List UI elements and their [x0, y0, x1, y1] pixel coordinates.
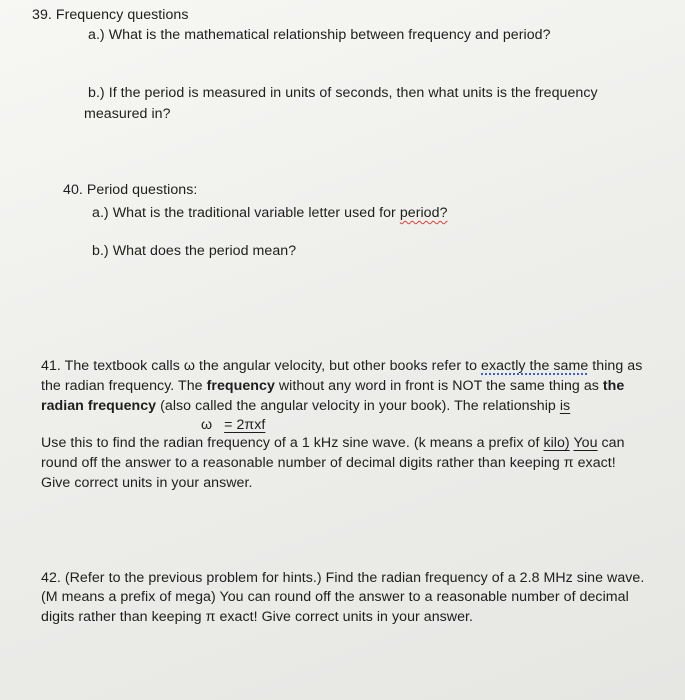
q41-equation-rhs: = 2πxf — [224, 417, 266, 433]
q40-part-b: b.) What does the period mean? — [92, 243, 297, 259]
q41-line1-text: 41. The textbook calls ω the angular velocity, but other books refer to — [41, 358, 482, 374]
q41-line3-text: (also called the angular velocity in your book). The relationship — [156, 398, 560, 414]
q41-line2 — [41, 377, 624, 395]
q40-heading: 40. Period questions: — [63, 182, 198, 198]
q41-underlined-you: You — [573, 435, 598, 451]
q41-equation — [201, 416, 265, 434]
q41-line6: round off the answer to a reasonable number of decimal digits rather than keeping π exact! — [41, 455, 616, 471]
q41-bold-the: the — [602, 378, 625, 394]
q41-underlined-is: is — [559, 398, 571, 414]
q41-line3 — [41, 397, 570, 415]
grammar-check-phrase: exactly the same — [481, 358, 589, 374]
spellcheck-word-period: period? — [399, 205, 448, 221]
q42-line2: (M means a prefix of mega) You can round off the answer to a reasonable number of decimal — [41, 589, 629, 605]
q42-line1: 42. (Refer to the previous problem for hints.) Find the radian frequency of a 2.8 MHz sine wave. — [41, 570, 645, 586]
q41-line5-end: can — [597, 435, 625, 451]
q40-part-a — [92, 204, 448, 222]
q39-heading: 39. Frequency questions — [32, 7, 189, 23]
q41-line5-text: Use this to find the radian frequency of a 1 kHz sine wave. (k means a prefix of — [41, 435, 544, 451]
q41-bold-frequency: frequency — [206, 378, 275, 394]
q39-part-a: a.) What is the mathematical relationship between frequency and period? — [88, 27, 551, 43]
q41-line1 — [41, 357, 642, 375]
q41-line5 — [41, 434, 625, 452]
q39-part-b-line1: b.) If the period is measured in units of seconds, then what units is the frequency — [88, 85, 598, 101]
q41-underlined-kilo: kilo) — [543, 435, 570, 451]
q41-line1-end: thing as — [588, 358, 643, 374]
q40-part-a-text: a.) What is the traditional variable letter used for — [92, 205, 400, 221]
q41-line2-mid: without any word in front is NOT the same thing as — [274, 378, 603, 394]
q39-part-b-line2: measured in? — [84, 106, 171, 122]
q41-bold-radian-frequency: radian frequency — [41, 398, 157, 414]
q42-line3: digits rather than keeping π exact! Give correct units in your answer. — [41, 609, 474, 625]
q41-line2-text: the radian frequency. The — [41, 378, 207, 394]
q41-equation-omega: ω — [201, 417, 213, 433]
q41-line7: Give correct units in your answer. — [41, 475, 253, 491]
